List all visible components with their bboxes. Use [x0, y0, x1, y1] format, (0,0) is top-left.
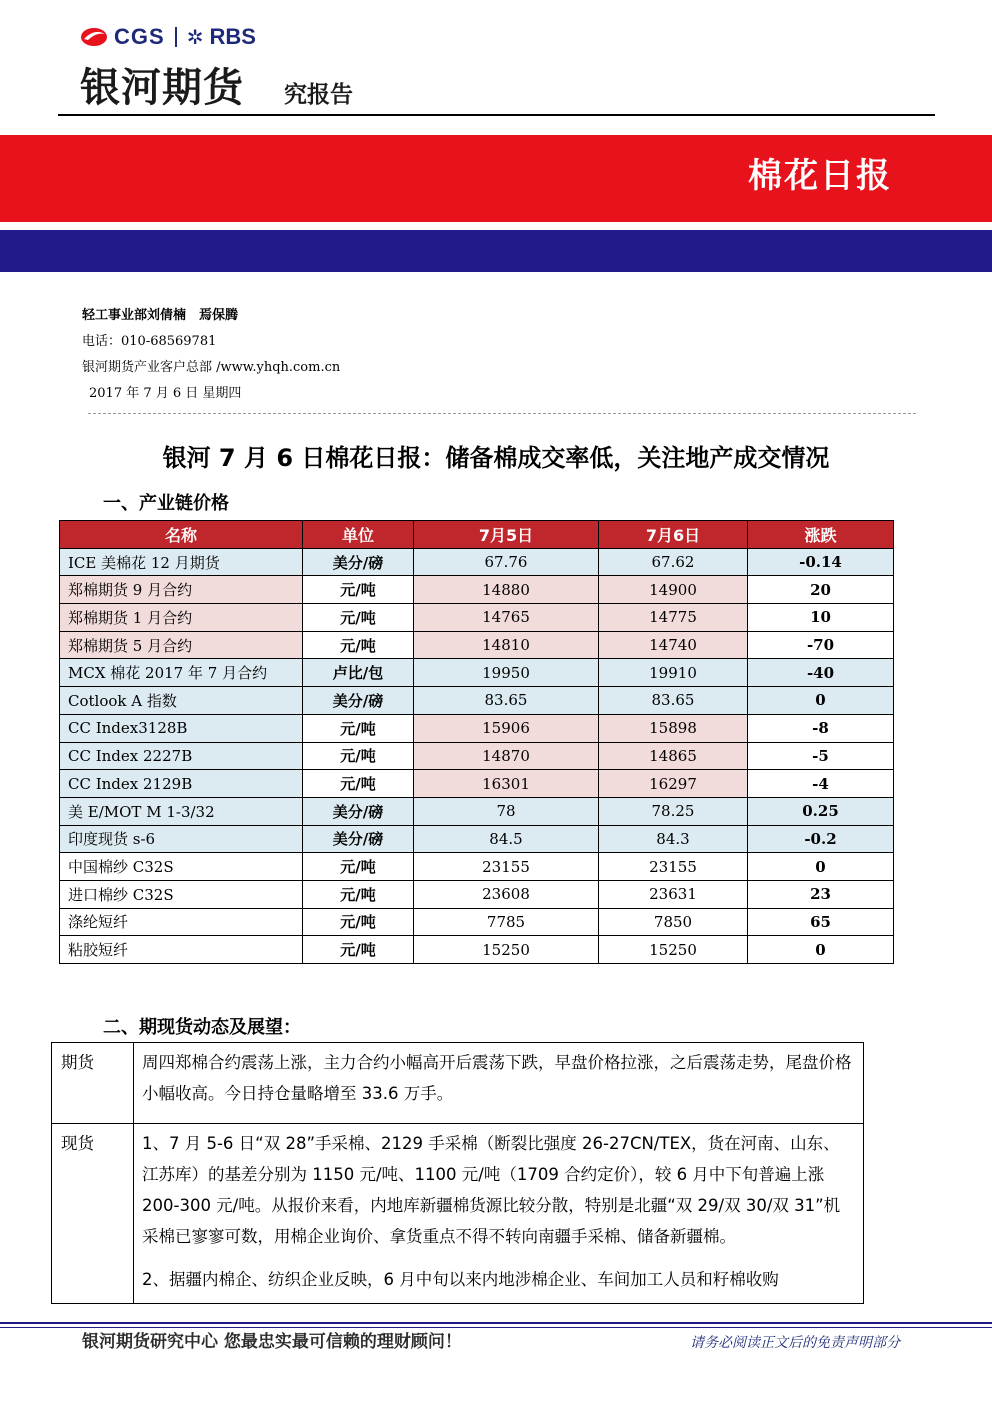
brand-name: 银河期货: [80, 65, 244, 111]
row-value-d2: 15898: [599, 714, 748, 742]
row-unit: 元/吨: [303, 936, 414, 964]
row-change: 0: [748, 687, 894, 715]
row-name: 中国棉纱 C32S: [60, 853, 303, 881]
futures-label: 期货: [52, 1043, 134, 1124]
logo: [80, 22, 256, 52]
row-value-d1: 83.65: [414, 687, 599, 715]
analysis-table: [51, 1042, 864, 1304]
row-value-d1: 14880: [414, 576, 599, 604]
header-rule: [58, 114, 935, 116]
row-value-d2: 14900: [599, 576, 748, 604]
row-name: Cotlook A 指数: [60, 687, 303, 715]
row-change: 0: [748, 936, 894, 964]
header-date1: 7月5日: [414, 521, 599, 549]
phone-line: 电话：010-68569781: [82, 334, 217, 349]
row-value-d2: 19910: [599, 659, 748, 687]
row-value-d1: 78: [414, 797, 599, 825]
table-row: [60, 631, 894, 659]
row-change: -0.2: [748, 825, 894, 853]
table-row: [60, 797, 894, 825]
row-value-d2: 23155: [599, 853, 748, 881]
cgs-swirl-icon: [80, 26, 108, 48]
table-row: [60, 936, 894, 964]
row-value-d2: 16297: [599, 770, 748, 798]
row-unit: 美分/磅: [303, 797, 414, 825]
row-name: CC Index 2227B: [60, 742, 303, 770]
spot-label: 现货: [52, 1124, 134, 1304]
table-row: [60, 687, 894, 715]
futures-text: 周四郑棉合约震荡上涨，主力合约小幅高开后震荡下跌，早盘价格拉涨，之后震荡走势，尾盘价格小幅收高。今日持仓量略增至 33.6 万手。: [134, 1043, 864, 1124]
row-value-d1: 19950: [414, 659, 599, 687]
row-name: CC Index3128B: [60, 714, 303, 742]
spot-paragraph-2: 2、据疆内棉企、纺织企业反映，6 月中旬以来内地涉棉企业、车间加工人员和籽棉收购: [142, 1270, 779, 1289]
report-word: 究报告: [284, 82, 353, 108]
row-value-d2: 14775: [599, 604, 748, 632]
row-value-d1: 15250: [414, 936, 599, 964]
row-change: -70: [748, 631, 894, 659]
row-name: 粘胶短纤: [60, 936, 303, 964]
header-name: 名称: [60, 521, 303, 549]
spot-text: [134, 1124, 864, 1304]
row-unit: 元/吨: [303, 604, 414, 632]
row-unit: 元/吨: [303, 714, 414, 742]
row-unit: 美分/磅: [303, 687, 414, 715]
row-unit: 元/吨: [303, 742, 414, 770]
table-row: [60, 742, 894, 770]
price-table: [59, 520, 894, 964]
table-row: [60, 908, 894, 936]
author-line: 轻工事业部刘倩楠 焉保腾: [82, 308, 239, 323]
row-change: -0.14: [748, 548, 894, 576]
row-name: 郑棉期货 9 月合约: [60, 576, 303, 604]
row-unit: 元/吨: [303, 853, 414, 881]
row-name: CC Index 2129B: [60, 770, 303, 798]
row-value-d1: 7785: [414, 908, 599, 936]
logo-cgs-text: CGS: [114, 24, 165, 49]
row-change: 10: [748, 604, 894, 632]
row-value-d2: 83.65: [599, 687, 748, 715]
table-row: [60, 604, 894, 632]
row-change: -8: [748, 714, 894, 742]
blue-banner: [0, 230, 992, 272]
footer-slogan: 银河期货研究中心 您最忠实最可信赖的理财顾问！: [82, 1332, 462, 1352]
row-unit: 美分/磅: [303, 825, 414, 853]
table-row: [60, 659, 894, 687]
row-unit: 美分/磅: [303, 548, 414, 576]
row-name: 郑棉期货 1 月合约: [60, 604, 303, 632]
header-unit: 单位: [303, 521, 414, 549]
row-value-d2: 78.25: [599, 797, 748, 825]
row-name: ICE 美棉花 12 月期货: [60, 548, 303, 576]
report-title: 银河 7 月 6 日棉花日报：储备棉成交率低，关注地产成交情况: [162, 444, 830, 472]
row-name: 印度现货 s-6: [60, 825, 303, 853]
row-value-d2: 84.3: [599, 825, 748, 853]
table-row: [60, 714, 894, 742]
row-change: -5: [748, 742, 894, 770]
futures-row: [52, 1043, 864, 1124]
row-name: MCX 棉花 2017 年 7 月合约: [60, 659, 303, 687]
row-unit: 元/吨: [303, 908, 414, 936]
price-table-header: [60, 521, 894, 549]
row-value-d1: 23155: [414, 853, 599, 881]
banner-gap: [0, 222, 992, 230]
row-change: 65: [748, 908, 894, 936]
row-name: 郑棉期货 5 月合约: [60, 631, 303, 659]
row-value-d2: 15250: [599, 936, 748, 964]
banner-title: 棉花日报: [748, 156, 892, 196]
spot-paragraph-1: 1、7 月 5-6 日“双 28”手采棉、2129 手采棉（断裂比强度 26-27CN/TEX，货在河南、山东、江苏库）的基差分别为 1150 元/吨、1100 元/吨（1709 合约定价），较 6 月中下旬普遍上涨 200-300 元/吨。从报价来看，内地库新疆棉货源比较分散，特别是北疆“双 29/双 30/双 31”机采棉已寥寥可数，用棉企业询价、拿货重点不得不转向南疆手采棉、储备新疆棉。: [142, 1134, 841, 1246]
table-row: [60, 880, 894, 908]
footer-rule: [0, 1322, 992, 1324]
spot-row: [52, 1124, 864, 1304]
header-date2: 7月6日: [599, 521, 748, 549]
dashed-divider: [88, 413, 916, 414]
row-value-d1: 84.5: [414, 825, 599, 853]
row-value-d1: 15906: [414, 714, 599, 742]
department-line: 银河期货产业客户总部 /www.yhqh.com.cn: [82, 360, 341, 375]
section-heading-outlook: 二、期现货动态及展望：: [103, 1017, 301, 1038]
row-unit: 元/吨: [303, 770, 414, 798]
table-row: [60, 770, 894, 798]
row-change: -4: [748, 770, 894, 798]
row-value-d2: 14865: [599, 742, 748, 770]
row-unit: 卢比/包: [303, 659, 414, 687]
section-heading-prices: 一、产业链价格: [103, 493, 229, 514]
logo-separator: [175, 27, 177, 47]
row-value-d2: 7850: [599, 908, 748, 936]
header-change: 涨跌: [748, 521, 894, 549]
row-unit: 元/吨: [303, 880, 414, 908]
footer-disclaimer-note: 请务必阅读正文后的免责声明部分: [690, 1335, 900, 1351]
row-change: -40: [748, 659, 894, 687]
row-value-d1: 14870: [414, 742, 599, 770]
date-line: 2017 年 7 月 6 日 星期四: [89, 386, 242, 401]
row-name: 进口棉纱 C32S: [60, 880, 303, 908]
row-value-d1: 67.76: [414, 548, 599, 576]
row-name: 美 E/MOT M 1-3/32: [60, 797, 303, 825]
rbs-daisy-icon: ✲: [186, 25, 204, 49]
row-unit: 元/吨: [303, 631, 414, 659]
table-row: [60, 576, 894, 604]
row-value-d1: 16301: [414, 770, 599, 798]
row-change: 20: [748, 576, 894, 604]
row-change: 0: [748, 853, 894, 881]
table-row: [60, 825, 894, 853]
table-row: [60, 853, 894, 881]
row-change: 23: [748, 880, 894, 908]
row-value-d1: 14765: [414, 604, 599, 632]
row-change: 0.25: [748, 797, 894, 825]
row-value-d2: 67.62: [599, 548, 748, 576]
row-value-d1: 23608: [414, 880, 599, 908]
row-name: 涤纶短纤: [60, 908, 303, 936]
row-value-d1: 14810: [414, 631, 599, 659]
table-row: [60, 548, 894, 576]
row-value-d2: 14740: [599, 631, 748, 659]
row-unit: 元/吨: [303, 576, 414, 604]
logo-rbs-text: RBS: [209, 24, 256, 49]
row-value-d2: 23631: [599, 880, 748, 908]
